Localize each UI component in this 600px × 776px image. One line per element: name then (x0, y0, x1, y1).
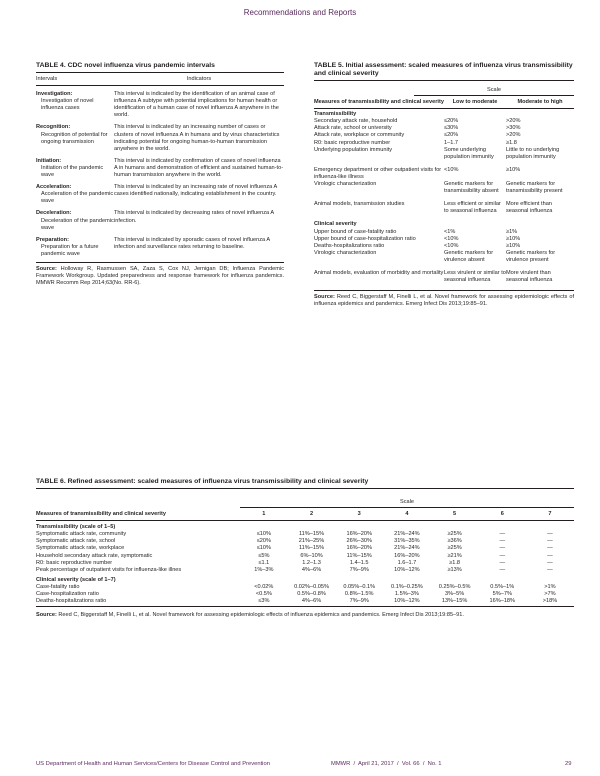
interval-description: Initiation of the pandemic wave (41, 164, 104, 179)
interval-cell (36, 124, 114, 152)
table-row (36, 184, 284, 205)
scale-cell: ≥25% (447, 531, 462, 538)
table-5-title: TABLE 5. Initial assessment: scaled measures of influenza virus transmissibility and clinical severity (314, 62, 574, 81)
low-moderate-cell: Less virulent or similar to seasonal influenza (444, 269, 506, 284)
indicator-cell: This interval is indicated by an increasing rate of novel influenza A cases identified nationally, indicating establishment in the country. (114, 184, 277, 198)
scale-cell: >7% (544, 591, 556, 598)
moderate-high-cell: Genetic markers for transmissibility present (506, 181, 563, 195)
scale-cell: 21%–24% (394, 545, 420, 552)
scale-cell: 0.5%–0.8% (297, 591, 326, 598)
indicator-cell: This interval is indicated by confirmation of cases of novel influenza A in humans and demonstration of efficient and sustained human-to-human transmission anywhere in the world. (114, 157, 284, 179)
section-heading: Transmissibility (314, 111, 357, 118)
low-moderate-cell: ≤20% (444, 118, 459, 125)
scale-cell: ≤20% (256, 538, 271, 545)
scale-cell: 0.8%–1.5% (344, 591, 374, 598)
table-row (314, 250, 574, 264)
moderate-high-cell: ≥1.8 (506, 139, 517, 146)
low-moderate-cell: <10% (444, 242, 459, 249)
source-label: Source: (36, 612, 57, 619)
scale-cell: ≥25% (447, 545, 462, 552)
table-row (36, 545, 574, 552)
interval-description: Deceleration of the pandemic wave (41, 217, 114, 231)
col-scale-4: 4 (405, 511, 409, 518)
measure-cell: Emergency department or other outpatient visits for influenza-like illness (314, 166, 442, 180)
table-row (314, 125, 574, 132)
col-scale-7: 7 (548, 511, 552, 518)
moderate-high-cell: More virulent than seasonal influenza (506, 269, 553, 284)
scale-cell: 6%–10% (300, 552, 323, 559)
low-moderate-cell: Less efficient or similar to seasonal influenza (444, 201, 501, 215)
measure-cell: Upper bound of case-hospitalization ratio (314, 235, 416, 242)
running-header: Recommendations and Reports (243, 8, 357, 17)
page-number: 29 (565, 761, 572, 767)
scale-cell: — (547, 531, 553, 538)
moderate-high-cell: >20% (506, 118, 521, 125)
measure-cell: Deaths-hospitalizations ratio (36, 598, 107, 605)
indicator-cell: This interval is indicated by an increasing number of cases or clusters of novel influenza A in humans and by virus characteristics indicating potential for ongoing human-to-human transmission anywhere in the world. (114, 124, 280, 152)
scale-cell: — (547, 545, 553, 552)
measure-cell: R0: basic reproductive number (36, 559, 113, 566)
measure-cell: Virologic characterization (314, 181, 377, 188)
scale-cell: 16%–20% (346, 531, 372, 538)
interval-description: Investigation of novel influenza cases (41, 98, 94, 112)
table-row (36, 531, 574, 538)
table-row (36, 598, 574, 607)
scale-cell: ≤5% (258, 552, 270, 559)
table-row (314, 243, 574, 250)
scale-cell: 13%–15% (441, 598, 468, 605)
low-moderate-cell: ≤30% (444, 125, 459, 132)
scale-cell: 1.5%–3% (394, 591, 419, 598)
footer-journal: MMWR / April 21, 2017 / Vol. 66 / No. 1 (331, 761, 442, 767)
low-moderate-cell: <10% (444, 235, 459, 242)
table-4-title: TABLE 4. CDC novel influenza virus pandemic intervals (36, 62, 284, 73)
scale-cell: — (499, 538, 506, 545)
interval-description: Preparation for a future pandemic wave (41, 243, 99, 257)
scale-cell: ≥13% (447, 566, 462, 573)
source-label: Source: (36, 265, 57, 272)
table-row (36, 584, 574, 591)
table-row (314, 132, 574, 139)
scale-cell: ≤10% (256, 545, 271, 552)
interval-cell (36, 184, 114, 205)
table-row (314, 270, 574, 284)
footer-org: US Department of Health and Human Services/Centers for Disease Control and Prevention (36, 761, 270, 767)
scale-cell: — (547, 559, 553, 566)
interval-description: Recognition of potential for ongoing transmission (41, 131, 108, 145)
scale-cell: 1.4–1.5 (349, 559, 369, 566)
moderate-high-cell: ≥1% (506, 228, 518, 235)
table-4-source (36, 262, 284, 287)
scale-cell: — (499, 566, 506, 573)
table-row (314, 167, 574, 181)
scale-cell: — (547, 538, 553, 545)
interval-cell (36, 210, 114, 231)
measure-cell: Virologic characterization (314, 249, 377, 256)
low-moderate-cell: 1–1.7 (444, 139, 458, 146)
moderate-high-cell: ≥10% (506, 242, 521, 249)
interval-cell (36, 237, 114, 258)
table-5 (314, 62, 574, 308)
scale-cell: 4%–6% (301, 566, 322, 573)
measure-cell: Symptomatic attack rate, school (36, 538, 116, 545)
scale-cell: 0.1%–0.25% (391, 583, 423, 590)
scale-cell: 11%–15% (298, 531, 325, 538)
scale-cell: — (499, 545, 506, 552)
table-row (36, 210, 284, 231)
table-row (314, 201, 574, 215)
scale-cell: ≤10% (256, 531, 271, 538)
col-measures: Measures of transmissibility and clinical severity (314, 99, 444, 106)
measure-cell: Secondary attack rate, household (314, 118, 398, 125)
low-moderate-cell: ≤20% (444, 132, 459, 139)
measure-cell: Symptomatic attack rate, community (36, 531, 127, 538)
moderate-high-cell: Little to no underlying population immunity (506, 146, 560, 160)
scale-cell: — (547, 552, 553, 559)
table-row (36, 591, 574, 598)
measure-cell: Symptomatic attack rate, workplace (36, 545, 125, 552)
scale-cell: ≥21% (447, 552, 462, 559)
measure-cell: Case-fatality ratio (36, 583, 80, 590)
table-6 (36, 478, 574, 619)
table-row (314, 229, 574, 236)
moderate-high-cell: ≥10% (506, 235, 521, 242)
moderate-high-cell: More efficient than seasonal influenza (506, 201, 553, 215)
scale-cell: 16%–18% (489, 598, 516, 605)
measure-cell: Animal models, transmission studies (314, 201, 405, 208)
col-scale-5: 5 (453, 511, 457, 518)
scale-cell: 10%–12% (394, 566, 420, 573)
scale-cell: ≥36% (447, 538, 462, 545)
scale-cell: 11%–15% (298, 545, 325, 552)
table-row (36, 91, 284, 119)
table-row (36, 158, 284, 179)
table-row (36, 237, 284, 258)
interval-name: Recognition: (36, 124, 71, 131)
table-row (36, 553, 574, 560)
scale-cell: 10%–12% (394, 598, 420, 605)
source-text: Holloway R, Rasmussen SA, Zaza S, Cox NJ, Jernigan DB; Influenza Pandemic Framework Workgroup. Updated preparedness and response framework for influenza pandemics. MMWR Recomm Rep 2014;63(No. RR-6). (36, 265, 284, 287)
scale-cell: 7%–9% (349, 566, 369, 573)
col-scale-6: 6 (500, 511, 504, 518)
scale-cell: 16%–20% (346, 545, 372, 552)
low-moderate-cell: <1% (444, 228, 456, 235)
scale-cell: <0.02% (254, 583, 274, 590)
measure-cell: Attack rate, workplace or community (314, 132, 405, 139)
table-row (36, 538, 574, 545)
indicator-cell: This interval is indicated by the identification of an animal case of influenza A subtype with potential implications for human health or identification of a human case of novel influenza A anywhere in the world. (114, 91, 279, 119)
indicator-cell: This interval is indicated by sporadic cases of novel influenza A infection and surveillance rates returning to baseline. (114, 236, 270, 250)
measure-cell: Upper bound of case-fatality ratio (314, 228, 397, 235)
interval-name: Investigation: (36, 91, 73, 98)
scale-cell: 21%–24% (394, 531, 420, 538)
table-row (314, 118, 574, 125)
source-label: Source: (314, 294, 335, 301)
scale-cell: 5%–7% (492, 591, 512, 598)
scale-cell: — (499, 552, 506, 559)
section-heading: Clinical severity (scale of 1–7) (36, 576, 116, 583)
scale-cell: 31%–35% (394, 538, 420, 545)
scale-cell: 0.02%–0.05% (294, 583, 329, 590)
scale-cell: ≥1.8 (449, 559, 461, 566)
section-heading: Clinical severity (314, 221, 357, 228)
interval-name: Acceleration: (36, 184, 72, 191)
moderate-high-cell: ≥10% (506, 166, 521, 173)
scale-cell: >1% (544, 583, 556, 590)
scale-cell: <0.5% (255, 591, 272, 598)
table-row (314, 147, 574, 161)
moderate-high-cell: Genetic markers for virulence present (506, 249, 556, 263)
source-text: Reed C, Biggerstaff M, Finelli L, et al. Novel framework for assessing epidemiologic effects of influenza epidemics and pandemics. Emerg Infect Dis 2013;19:85–91. (58, 612, 464, 619)
table-6-scale-label: Scale (240, 499, 574, 508)
scale-cell: 0.5%–1% (490, 583, 515, 590)
scale-cell: 4%–6% (301, 598, 322, 605)
table-5-header (314, 96, 574, 109)
scale-cell: 3%–5% (444, 591, 465, 598)
table-6-source (36, 609, 574, 619)
table-4-header (36, 73, 284, 86)
scale-cell: ≤3% (258, 598, 270, 605)
interval-cell (36, 158, 114, 179)
col-low: Low to moderate (452, 99, 498, 106)
measure-cell: Household secondary attack rate, symptomatic (36, 552, 153, 559)
scale-cell: 1.6–1.7 (397, 559, 417, 566)
scale-cell: 0.05%–0.1% (343, 583, 376, 590)
moderate-high-cell: >20% (506, 132, 521, 139)
interval-name: Deceleration: (36, 210, 72, 217)
measure-cell: Underlying population immunity (314, 146, 393, 153)
measure-cell: Attack rate, school or university (314, 125, 392, 132)
low-moderate-cell: Genetic markers for transmissibility absent (444, 181, 499, 195)
low-moderate-cell: Genetic markers for virulence absent (444, 249, 494, 263)
scale-cell: — (499, 559, 506, 566)
scale-cell: 7%–9% (349, 598, 369, 605)
measure-cell: Deaths-hospitalizations ratio (314, 242, 385, 249)
table-row (314, 140, 574, 147)
scale-cell: 26%–30% (346, 538, 372, 545)
scale-cell: — (499, 531, 506, 538)
scale-cell: 21%–25% (298, 538, 325, 545)
scale-cell: >18% (542, 598, 558, 605)
table-6-title: TABLE 6. Refined assessment: scaled measures of influenza virus transmissibility and clinical severity (36, 478, 574, 489)
measure-cell: Animal models, evaluation of morbidity and mortality (314, 269, 444, 276)
col-scale-2: 2 (309, 511, 314, 518)
table-6-header (36, 508, 574, 521)
moderate-high-cell: >30% (506, 125, 521, 132)
col-scale-1: 1 (262, 511, 266, 518)
measure-cell: R0: basic reproductive number (314, 139, 391, 146)
scale-cell: 11%–15% (346, 552, 372, 559)
col-measures: Measures of transmissibility and clinical severity (36, 511, 166, 518)
interval-name: Preparation: (36, 236, 69, 243)
table-row (36, 124, 284, 152)
low-moderate-cell: <10% (444, 166, 459, 173)
table-4 (36, 62, 284, 287)
measure-cell: Peak percentage of outpatient visits for influenza-like illnes (36, 566, 182, 573)
col-intervals: Intervals (36, 76, 58, 82)
table-5-scale-label: Scale (414, 81, 574, 96)
col-high: Moderate to high (517, 99, 563, 106)
scale-cell: 1.2–1.3 (302, 559, 321, 566)
scale-cell: 16%–20% (394, 552, 420, 559)
scale-cell: 1%–3% (254, 566, 274, 573)
table-row (314, 236, 574, 243)
table-row (36, 567, 574, 574)
table-row (314, 181, 574, 195)
indicator-cell: This interval is indicated by decreasing rates of novel influenza A infection. (114, 210, 274, 224)
table-row (36, 560, 574, 567)
section-heading: Transmissibility (scale of 1–5) (36, 524, 116, 531)
interval-cell (36, 91, 114, 119)
source-text: Reed C, Biggerstaff M, Finelli L, et al. Novel framework for assessing epidemiologic effects of influenza epidemics and pandemics. Emerg Infect Dis 2013;19:85–91. (314, 294, 574, 308)
col-indicators: Indicators (186, 76, 212, 82)
interval-name: Initiation: (36, 157, 62, 164)
table-5-source (314, 290, 574, 308)
low-moderate-cell: Some underlying population immunity (444, 146, 494, 160)
col-scale-3: 3 (357, 511, 361, 518)
scale-cell: ≤1.1 (258, 559, 270, 566)
measure-cell: Case-hospitalization ratio (36, 591, 99, 598)
scale-cell: — (547, 566, 553, 573)
interval-description: Acceleration of the pandemic wave (41, 191, 114, 205)
scale-cell: 0.25%–0.5% (438, 583, 471, 590)
